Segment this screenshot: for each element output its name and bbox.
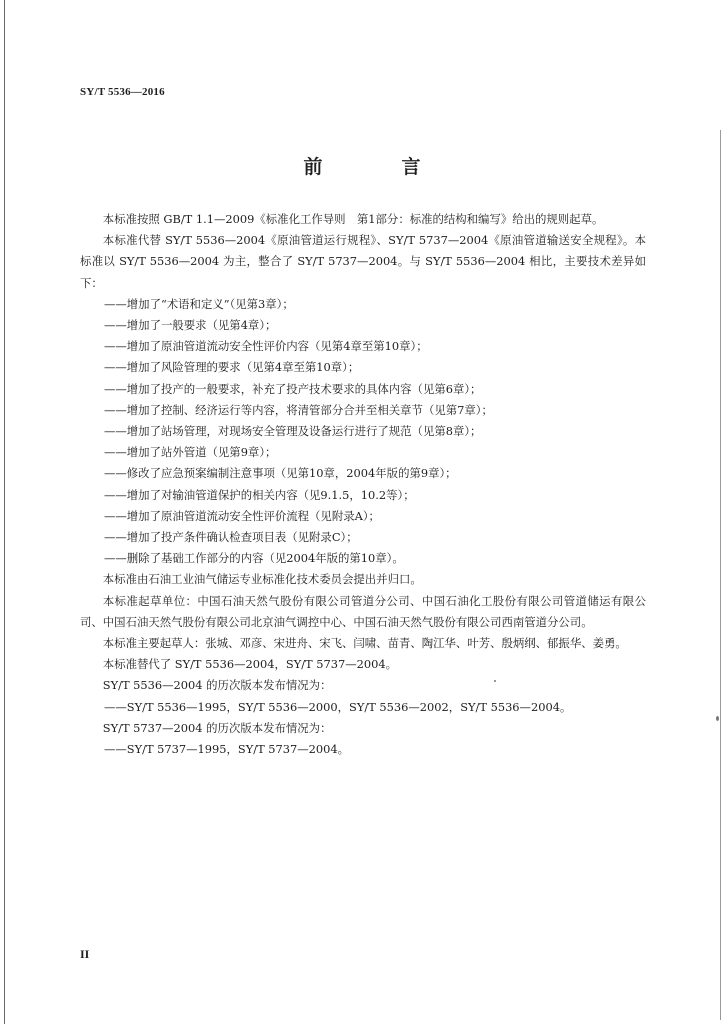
list-item: ——增加了原油管道流动安全性评价内容（见第4章至第10章）；	[104, 339, 428, 354]
list-item: ——增加了控制、经济运行等内容，将清管部分合并至相关章节（见第7章）；	[104, 402, 493, 417]
paragraph-history-5737: SY/T 5737—2004 的历次版本发布情况为：	[102, 720, 332, 735]
list-item: ——SY/T 5536—1995，SY/T 5536—2000，SY/T 5536—2002，SY/T 5536—2004。	[104, 699, 572, 714]
paragraph-proposer: 本标准由石油工业油气储运专业标准化技术委员会提出并归口。	[102, 572, 422, 587]
scan-speck	[494, 680, 496, 682]
list-item: ——增加了原油管道流动安全性评价流程（见附录A）；	[104, 508, 380, 523]
paragraph-drafters: 本标准主要起草人：张城、邓彦、宋进舟、宋飞、闫啸、苗青、陶江华、叶芳、殷炳纲、郁振华、姜勇。	[102, 636, 627, 651]
paragraph-supersedes: 本标准替代了 SY/T 5536—2004，SY/T 5737—2004。	[102, 657, 398, 672]
list-item: ——增加了投产的一般要求，补充了投产技术要求的具体内容（见第6章）；	[104, 381, 482, 396]
list-item: ——增加了“术语和定义”（见第3章）；	[104, 296, 294, 311]
list-item: ——增加了一般要求（见第4章）；	[104, 318, 277, 333]
list-item: ——SY/T 5737—1995，SY/T 5737—2004。	[104, 742, 350, 757]
list-item: ——增加了投产条件确认检查项目表（见附录C）；	[104, 530, 358, 545]
list-item: ——增加了风险管理的要求（见第4章至第10章）；	[104, 360, 360, 375]
list-item: ——增加了对输油管道保护的相关内容（见9.1.5，10.2等）；	[104, 487, 415, 502]
list-item: ——修改了应急预案编制注意事项（见第10章，2004年版的第9章）；	[104, 466, 457, 481]
list-item: ——增加了站外管道（见第9章）；	[104, 445, 277, 460]
paragraph-drafting-units: 本标准起草单位：中国石油天然气股份有限公司管道分公司、中国石油化工股份有限公司管道储运有限公司、中国石油天然气股份有限公司北京油气调控中心、中国石油天然气股份有限公司西南管道分公司。	[80, 593, 646, 629]
list-item: ——删除了基础工作部分的内容（见2004年版的第10章）。	[104, 551, 404, 566]
scan-speck	[716, 716, 719, 721]
paragraph-replacement: 本标准代替 SY/T 5536—2004《原油管道运行规程》、SY/T 5737—2004《原油管道输送安全规程》。本标准以 SY/T 5536—2004 为主，整合了 SY/T 5737—2004。与 SY/T 5536—2004 相比，主要技术差异如下：	[80, 233, 646, 290]
page-title: 前 言	[303, 156, 451, 178]
page-number: II	[80, 947, 90, 961]
paragraph-history-5536: SY/T 5536—2004 的历次版本发布情况为：	[102, 678, 332, 693]
foreword-body	[80, 209, 646, 760]
paragraph-drafting-rules: 本标准按照 GB/T 1.1—2009《标准化工作导则 第1部分：标准的结构和编写》给出的规则起草。	[102, 212, 604, 226]
list-item: ——增加了站场管理，对现场安全管理及设备运行进行了规范（见第8章）；	[104, 424, 482, 439]
page-edge-right	[720, 130, 721, 1020]
header-standard-code: SY/T 5536—2016	[80, 86, 165, 98]
